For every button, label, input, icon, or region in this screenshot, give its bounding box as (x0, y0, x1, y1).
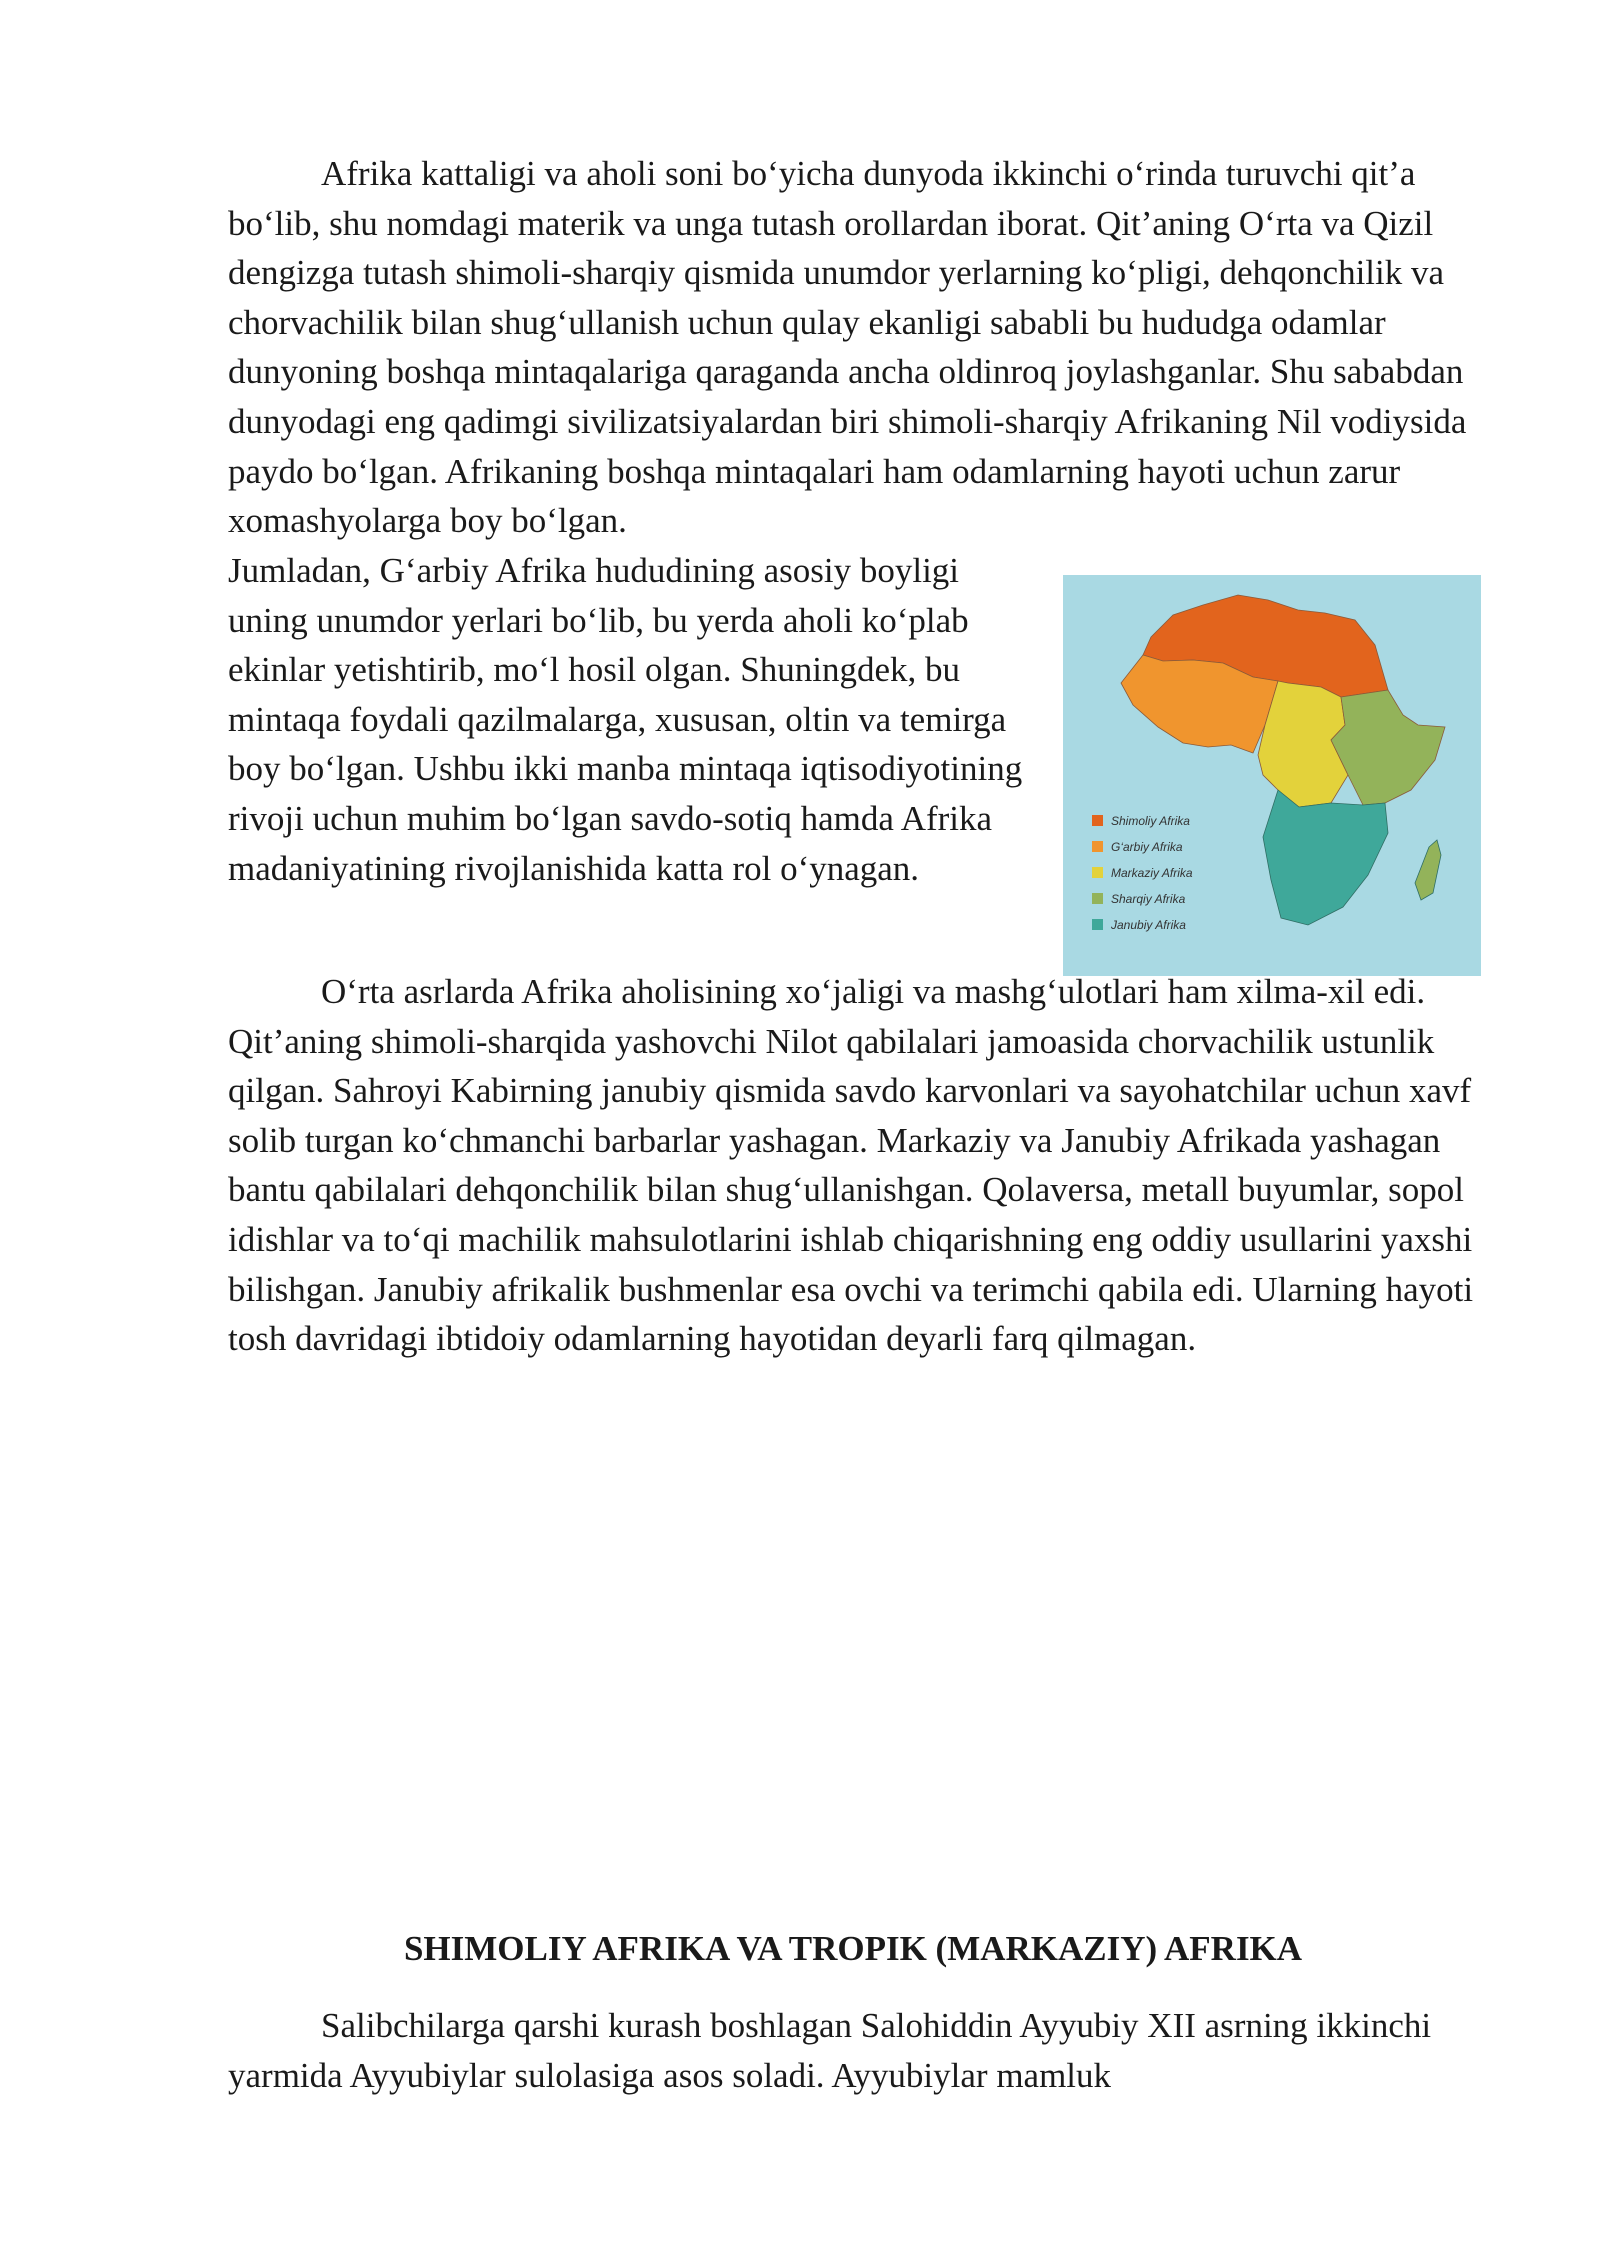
section-heading: SHIMOLIY AFRIKA VA TROPIK (MARKAZIY) AFRIKA (403, 1929, 1303, 1968)
legend-swatch-north (1092, 815, 1103, 826)
legend-label-central: Markaziy Afrika (1111, 866, 1193, 880)
region-east-africa (1331, 690, 1445, 805)
africa-map-svg (1063, 575, 1481, 976)
legend-label-north: Shimoliy Afrika (1111, 814, 1190, 828)
paragraph-ayyubids (228, 2001, 1478, 2100)
paragraph-medieval-economy-text: O‘rta asrlarda Afrika aholisining xo‘jaligi va mashg‘ulotlari ham xilma-xil edi. Qit’aning shimoli-sharqida yashovchi Nilot qabilalari jamoasida chorvachilik ustunlik qilgan. Sahroyi Kabirning janubiy qismida savdo karvonlari va sayohatchilar uchun xavf solib turgan ko‘chmanchi barbarlar yashagan. Markaziy va Janubiy Afrikada yashagan bantu qabilalari dehqonchilik bilan shug‘ullanishgan. Qolaversa, metall buyumlar, sopol idishlar va to‘qi machilik mahsulotlarini ishlab chiqarishning eng oddiy usullarini yaxshi bilishgan. Janubiy afrikalik bushmenlar esa ovchi va terimchi qabila edi. Ularning hayoti tosh davridagi ibtidoiy odamlarning hayotidan deyarli farq qilmagan. (228, 972, 1474, 1359)
paragraph-intro (228, 149, 1478, 546)
paragraph-west-africa (228, 546, 1028, 893)
africa-regions-map (1063, 575, 1481, 976)
paragraph-intro-text: Afrika kattaligi va aholi soni bo‘yicha dunyoda ikkinchi o‘rinda turuvchi qit’a bo‘lib, shu nomdagi materik va unga tutash orollardan iborat. Qit’aning O‘rta va Qizil dengizga tutash shimoli-sharqiy qismida unumdor yerlarning ko‘pligi, dehqonchilik va chorvachilik bilan shug‘ullanish uchun qulay ekanligi sababli bu hududga odamlar dunyoning boshqa mintaqalariga qaraganda ancha oldinroq joylashganlar. Shu sababdan dunyodagi eng qadimgi sivilizatsiyalardan biri shimoli-sharqiy Afrikaning Nil vodiysida paydo bo‘lgan. Afrikaning boshqa mintaqalari ham odamlarning hayoti uchun zarur xomashyolarga boy bo‘lgan. (228, 154, 1467, 541)
map-legend (1092, 814, 1193, 932)
legend-label-west: G‘arbiy Afrika (1111, 840, 1183, 854)
legend-swatch-south (1092, 919, 1103, 930)
legend-swatch-central (1092, 867, 1103, 878)
paragraph-medieval-economy (228, 967, 1478, 1364)
paragraph-ayyubids-text: Salibchilarga qarshi kurash boshlagan Salohiddin Ayyubiy XII asrning ikkinchi yarmida Ayyubiylar sulolasiga asos soladi. Ayyubiylar mamluk (228, 2006, 1432, 2095)
legend-swatch-west (1092, 841, 1103, 852)
legend-swatch-east (1092, 893, 1103, 904)
legend-label-south: Janubiy Afrika (1111, 918, 1186, 932)
legend-label-east: Sharqiy Afrika (1111, 892, 1186, 906)
paragraph-west-africa-text: Jumladan, G‘arbiy Afrika hududining asosiy boyligi uning unumdor yerlari bo‘lib, bu yerda aholi ko‘plab ekinlar yetishtirib, mo‘l hosil olgan. Shuningdek, bu mintaqa foydali qazilmalarga, xususan, oltin va temirga boy bo‘lgan. Ushbu ikki manba mintaqa iqtisodiyotining rivoji uchun muhim bo‘lgan savdo-sotiq hamda Afrika madaniyatining rivojlanishida katta rol o‘ynagan. (228, 551, 1023, 888)
madagascar-island (1415, 840, 1441, 900)
region-south-africa (1263, 790, 1388, 925)
